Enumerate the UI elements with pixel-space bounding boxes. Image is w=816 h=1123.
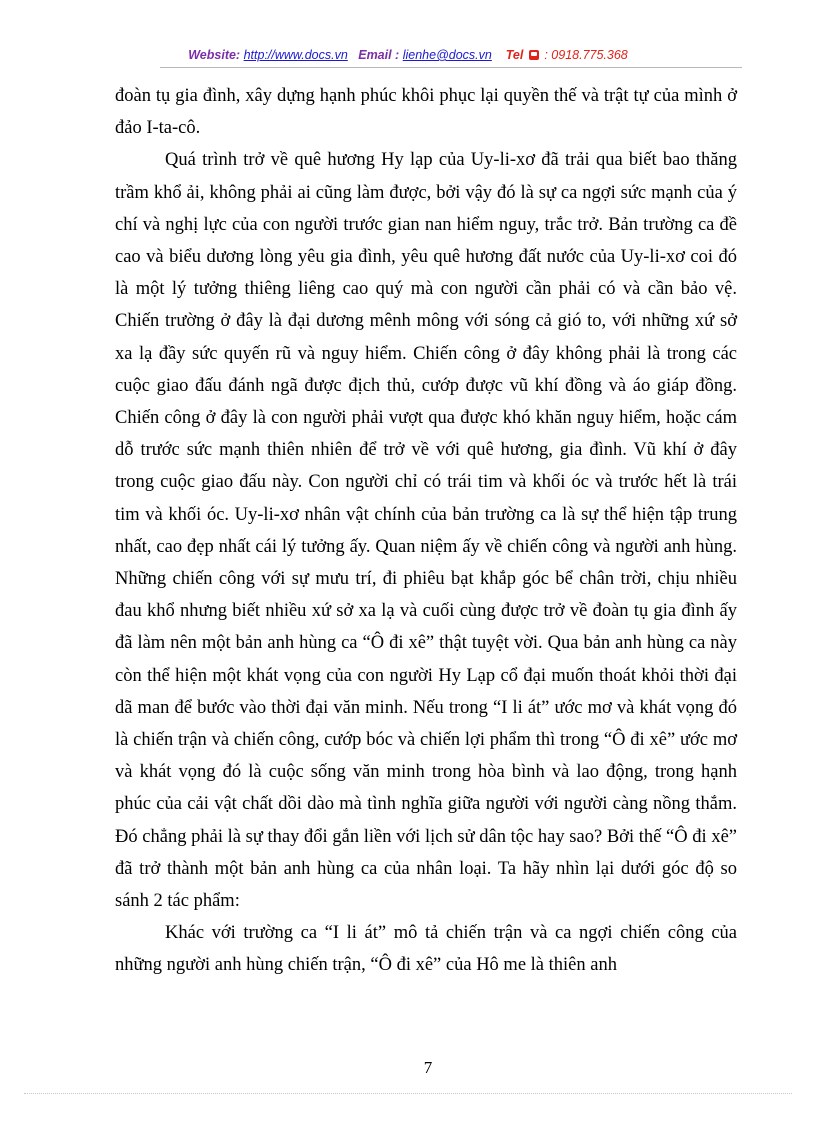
tel-label: Tel	[505, 48, 524, 62]
paragraph-continued: đoàn tụ gia đình, xây dựng hạnh phúc khôi phục lại quyền thế và trật tự của mình ở đảo I-ta-cô.	[115, 86, 737, 139]
page-header	[0, 48, 816, 62]
footer-divider	[24, 1093, 792, 1094]
phone-icon	[529, 50, 539, 60]
email-link[interactable]: lienhe@docs.vn	[402, 48, 492, 62]
email-label: Email :	[358, 48, 400, 62]
website-label: Website:	[188, 48, 241, 62]
paragraph: Quá trình trở về quê hương Hy lạp của Uy-li-xơ đã trải qua biết bao thăng trầm khổ ải, không phải ai cũng làm được, bởi vậy đó là sự ca ngợi sức mạnh của ý chí và nghị lực của con người trước gian nan hiểm nguy, trắc trở. Bản trường ca đề cao và biểu dương lòng yêu gia đình, yêu quê hương đất nước của Uy-li-xơ coi đó là một lý tưởng thiêng liêng cao quý mà con người cần phải có và cần bảo vệ. Chiến trường ở đây là đại dương mênh mông với sóng cả gió to, với những xứ sở xa lạ đầy sức quyến rũ và nguy hiểm. Chiến công ở đây không phải là trong các cuộc giao đấu đánh ngã được địch thủ, cướp được vũ khí đồng và áo giáp đồng. Chiến công ở đây là con người phải vượt qua được khó khăn nguy hiểm, hoặc cám dỗ trước sức mạnh thiên nhiên để trở về với quê hương, gia đình. Vũ khí ở đây trong cuộc giao đấu này. Con người chỉ có trái tim và khối óc và trước hết là trái tim và khối óc. Uy-li-xơ nhân vật chính của bản trường ca là sự thể hiện tập trung nhất, cao đẹp nhất cái lý tưởng ấy. Quan niệm ấy về chiến công và người anh hùng. Những chiến công với sự mưu trí, đi phiêu bạt khắp góc bể chân trời, chịu nhiều đau khổ nhưng biết nhiều xứ sở xa lạ và cuối cùng được trở về đoàn tụ gia đình ấy đã làm nên một bản anh hùng ca “Ô đi xê” thật tuyệt vời. Qua bản anh hùng ca này còn thể hiện một khát vọng của con người Hy Lạp cổ đại muốn thoát khỏi thời đại dã man để bước vào thời đại văn minh. Nếu trong “I li át” ước mơ và khát vọng đó là chiến trận và chiến công, cướp bóc và chiến lợi phẩm thì trong “Ô đi xê” ước mơ và khát vọng đó là cuộc sống văn minh trong hòa bình và lao động, trong hạnh phúc của cải vật chất dồi dào mà tình nghĩa giữa người với người càng nồng thắm. Đó chẳng phải là sự thay đổi gắn liền với lịch sử dân tộc hay sao? Bởi thế “Ô đi xê” đã trở thành một bản anh hùng ca của nhân loại. Ta hãy nhìn lại dưới góc độ so sánh 2 tác phẩm:	[115, 150, 737, 912]
header-divider	[160, 67, 742, 68]
tel-value: : 0918.775.368	[544, 48, 628, 62]
website-link[interactable]: http://www.docs.vn	[243, 48, 348, 62]
page-number: 7	[423, 1058, 433, 1077]
paragraph: Khác với trường ca “I li át” mô tả chiến trận và ca ngợi chiến công của những người anh hùng chiến trận, “Ô đi xê” của Hô me là thiên anh	[115, 923, 737, 976]
document-body	[115, 80, 737, 982]
